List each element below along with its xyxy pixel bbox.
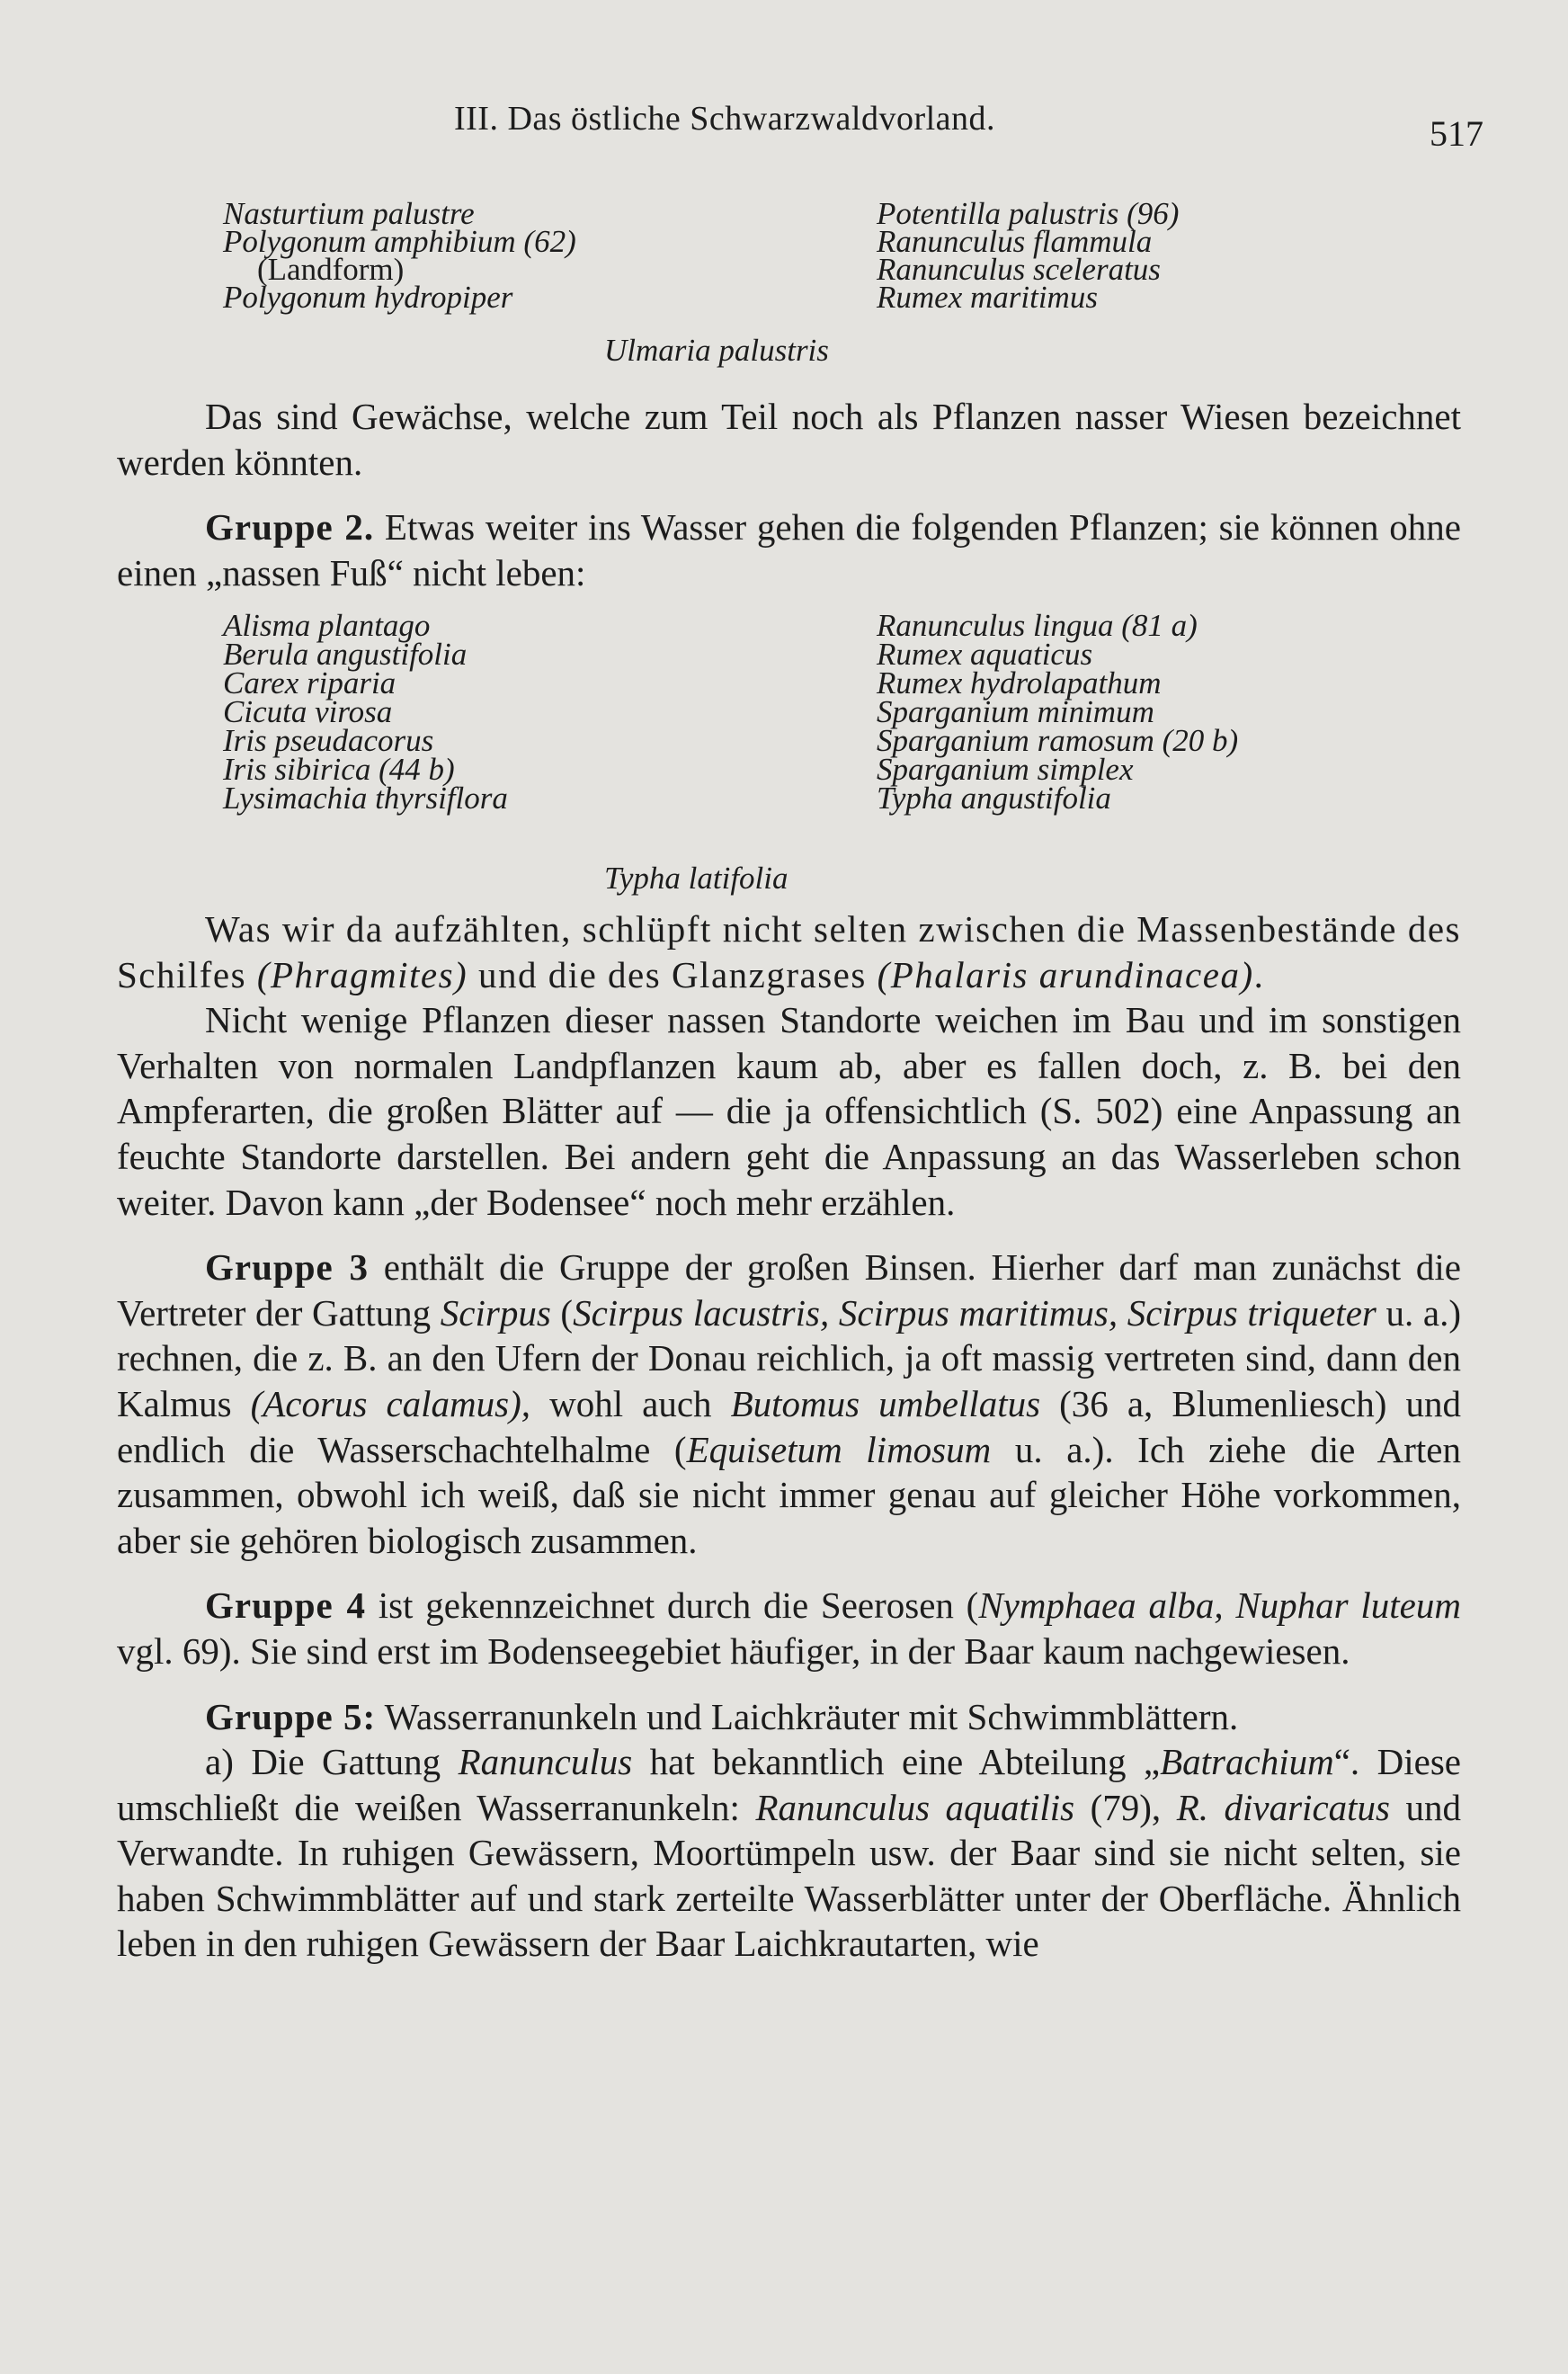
paragraph-gruppe-2 [117, 504, 1461, 595]
species-entry: Lysimachia thyrsiflora [223, 781, 508, 816]
species-entry: (Landform) [257, 252, 405, 287]
paragraph: a) Die Gattung Ranunculus hat bekanntlich eine Abteilung „Batrachium“. Diese umschließt die weißen Wasserranunkeln: Ranunculus aquatilis (79), R. divaricatus und Verwandte. In ruhigen Gewässern, Moortümpeln usw. der Baar sind sie nicht selten, sie haben Schwimmblätter auf und stark zerteilte Wasserblätter unter der Oberfläche. Ähnlich leben in den ruhigen Gewässern der Baar Laichkrautarten, wie [117, 1741, 1462, 1965]
paragraph-gruppe-4: Gruppe 4 ist gekennzeichnet durch die Seerosen (Nymphaea alba, Nuphar luteum vgl. 69). Sie sind erst im Bodenseegebiet häufiger, in der Baar kaum nachgewiesen. [117, 1584, 1461, 1672]
text-block-2 [117, 906, 1461, 1967]
species-entry: Typha angustifolia [877, 781, 1111, 816]
species-list-1-left [223, 196, 576, 315]
species-entry: Ranunculus sceleratus [877, 252, 1161, 287]
group-label: Gruppe 4 [205, 1584, 366, 1627]
species-entry: Ranunculus lingua (81 a) [877, 608, 1198, 643]
paragraph: Nicht wenige Pflanzen dieser nassen Standorte weichen im Bau und im sonstigen Verhalten von normalen Landpflanzen kaum ab, aber es fallen doch, z. B. bei den Ampferarten, die großen Blätter auf — die ja offensichtlich (S. 502) eine Anpassung an feuchte Standorte darstellen. Bei andern geht die Anpassung an das Wasserleben schon weiter. Davon kann „der Bodensee“ noch mehr erzählen. [117, 999, 1461, 1223]
species-entry: Cicuta virosa [223, 694, 393, 729]
page-number: 517 [1430, 113, 1483, 154]
text-block-1 [117, 394, 1461, 595]
paragraph: Das sind Gewächse, welche zum Teil noch als Pflanzen nasser Wiesen bezeichnet werden könnten. [117, 396, 1461, 483]
species-entry: Potentilla palustris (96) [877, 196, 1180, 231]
group-label: Gruppe 2. [205, 506, 375, 549]
species-entry: Nasturtium palustre [223, 196, 475, 231]
species-entry: Berula angustifolia [223, 637, 468, 672]
paragraph: Was wir da aufzählten, schlüpft nicht selten zwischen die Massenbestände des Schilfes (Phragmites) und die des Glanzgrases (Phalaris arundinacea). [117, 908, 1461, 995]
species-entry: Alisma plantago [223, 608, 431, 643]
species-entry: Polygonum hydropiper [223, 280, 513, 315]
species-entry: Sparganium ramosum (20 b) [877, 723, 1239, 758]
paragraph-gruppe-3: Gruppe 3 enthält die Gruppe der großen Binsen. Hierher darf man zunächst die Vertreter der Gattung Scirpus (Scirpus lacustris, Scirpus maritimus, Scirpus triqueter u. a.) rechnen, die z. B. an den Ufern der Donau reichlich, ja oft massig vertreten sind, dann den Kalmus (Acorus calamus), wohl auch Butomus umbellatus (36 a, Blumenliesch) und endlich die Wasserschachtelhalme (Equisetum limosum u. a.). Ich ziehe die Arten zusammen, obwohl ich weiß, daß sie nicht immer genau auf gleicher Höhe vorkommen, aber sie gehören biologisch zusammen. [117, 1246, 1462, 1561]
group-label: Gruppe 3 [205, 1246, 369, 1289]
group-label: Gruppe 5: [205, 1695, 377, 1737]
species-entry: Sparganium minimum [877, 694, 1154, 729]
species-entry: Rumex hydrolapathum [877, 665, 1162, 701]
paragraph-text: Etwas weiter ins Wasser gehen die folgenden Pflanzen; sie können ohne einen „nassen Fuß“ nicht leben: [117, 506, 1461, 594]
species-list-2-right [877, 608, 1239, 816]
species-entry: Iris sibirica (44 b) [223, 752, 455, 787]
species-entry: Carex riparia [223, 665, 396, 701]
species-list-1-right [877, 196, 1180, 315]
species-list-2-left [223, 608, 508, 816]
species-entry: Polygonum amphibium (62) [223, 224, 576, 259]
species-entry: Rumex maritimus [877, 280, 1098, 315]
species-entry: Sparganium simplex [877, 752, 1134, 787]
species-entry: Rumex aquaticus [877, 637, 1093, 672]
species-list-2-center: Typha latifolia [604, 861, 788, 896]
species-entry: Iris pseudacorus [223, 723, 434, 758]
paragraph-gruppe-5: Gruppe 5: Wasserranunkeln und Laichkräuter mit Schwimmblättern. [205, 1695, 1239, 1737]
running-header: III. Das östliche Schwarzwaldvorland. [454, 100, 996, 138]
species-list-1-center: Ulmaria palustris [604, 333, 829, 368]
species-entry: Ranunculus flammula [877, 224, 1153, 259]
